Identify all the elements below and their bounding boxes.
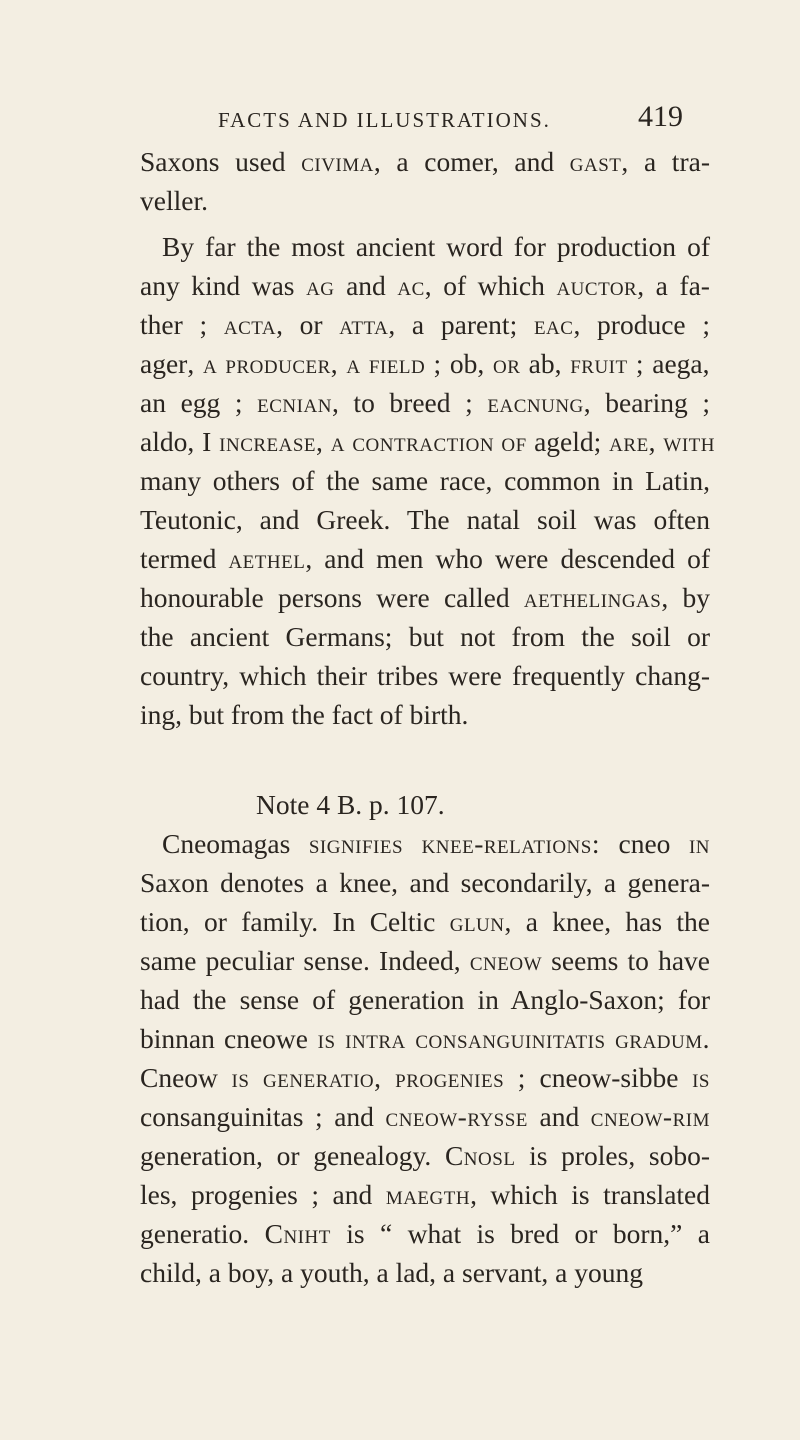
- small-caps-term: , I increase, a contraction of: [187, 426, 535, 457]
- text-run: , by: [661, 582, 710, 613]
- text-line: [140, 902, 710, 941]
- small-caps-term: ecnian: [257, 387, 332, 418]
- small-caps-term: aethel: [228, 543, 306, 574]
- text-run: is proles, sobo-: [515, 1140, 710, 1171]
- text-run: , to breed ;: [331, 387, 488, 418]
- text-run: Saxon denotes a knee, and secondarily, a genera-: [140, 867, 710, 898]
- text-run: Saxons used: [140, 146, 302, 177]
- text-run: generatio.: [140, 1218, 265, 1249]
- text-run: , a knee, has the: [504, 906, 710, 937]
- text-run: and: [527, 1101, 591, 1132]
- small-caps-term: ac: [397, 270, 425, 301]
- small-caps-term: signifies knee-relations:: [290, 828, 619, 859]
- text-line: [140, 980, 710, 1019]
- text-run: , of which: [424, 270, 557, 301]
- text-line: [140, 344, 710, 383]
- text-line: [140, 1097, 710, 1136]
- text-line: [140, 500, 710, 539]
- text-run: many others of the same race, common in Latin,: [140, 465, 710, 496]
- small-caps-term: , or: [477, 348, 529, 379]
- text-run: , a tra-: [621, 146, 710, 177]
- text-run: les, progenies ; and: [140, 1179, 386, 1210]
- text-run: Cneow: [140, 1062, 218, 1093]
- small-caps-term: civima: [301, 146, 374, 177]
- text-line: [140, 1175, 710, 1214]
- text-line: [140, 941, 710, 980]
- text-run: ab: [528, 348, 555, 379]
- small-caps-term: maegth: [385, 1179, 471, 1210]
- text-line: [140, 1136, 710, 1175]
- small-caps-term: cneow: [469, 945, 542, 976]
- text-run: aldo: [140, 426, 188, 457]
- text-run: tion, or family. In Celtic: [140, 906, 450, 937]
- text-run: Cneomagas: [162, 828, 291, 859]
- small-caps-term: aethelingas: [523, 582, 662, 613]
- small-caps-term: Cniht: [264, 1218, 331, 1249]
- small-caps-term: Cnosl: [444, 1140, 516, 1171]
- text-run: , bearing ;: [583, 387, 710, 418]
- text-run: , a comer, and: [373, 146, 570, 177]
- small-caps-term: acta: [223, 309, 277, 340]
- text-line: [140, 1214, 710, 1253]
- small-caps-term: ag: [306, 270, 335, 301]
- text-run: veller.: [140, 185, 208, 216]
- paragraph-production-words: [140, 227, 716, 734]
- text-run: , produce ;: [573, 309, 710, 340]
- paragraph-saxon-civima: [140, 142, 710, 220]
- text-line: [140, 656, 710, 695]
- text-line: [140, 422, 716, 461]
- text-run: Teutonic, and Greek. The natal soil was often: [140, 504, 710, 535]
- text-run: same peculiar sense. Indeed,: [140, 945, 470, 976]
- text-run: binnan cneowe: [140, 1023, 308, 1054]
- text-line: [140, 181, 710, 220]
- small-caps-term: cneow-rysse: [385, 1101, 528, 1132]
- text-line: [140, 863, 710, 902]
- text-run: is “ what is bred or born,” a: [330, 1218, 711, 1249]
- text-line: [140, 1019, 710, 1058]
- text-run: seems to have: [542, 945, 710, 976]
- text-run: cneo: [618, 828, 671, 859]
- text-run: , a fa-: [637, 270, 710, 301]
- text-run: termed: [140, 543, 229, 574]
- small-caps-term: cneow-rim: [590, 1101, 710, 1132]
- small-caps-term: auctor: [556, 270, 638, 301]
- text-run: , and men who were descended of: [305, 543, 710, 574]
- page-header: [0, 100, 800, 140]
- text-run: country, which their tribes were frequently chang-: [140, 660, 710, 691]
- text-run: generation, or genealogy.: [140, 1140, 445, 1171]
- text-run: , a parent;: [388, 309, 534, 340]
- text-run: cneow-sibbe: [539, 1062, 679, 1093]
- text-run: , or: [276, 309, 340, 340]
- small-caps-term: in: [670, 828, 710, 859]
- text-run: consanguinitas ; and: [140, 1101, 386, 1132]
- text-run: ager: [140, 348, 188, 379]
- text-line: [140, 578, 710, 617]
- text-run: ob: [449, 348, 478, 379]
- text-line: [140, 824, 710, 863]
- paragraph-cneomagas: [140, 824, 710, 1292]
- small-caps-term: atta: [339, 309, 389, 340]
- small-caps-term: is generatio, progenies ;: [217, 1062, 540, 1093]
- text-line: [140, 461, 710, 500]
- small-caps-term: eacnung: [487, 387, 584, 418]
- text-run: the ancient Germans; but not from the soil or: [140, 621, 710, 652]
- text-line: [140, 1253, 710, 1292]
- text-line: [140, 1058, 710, 1097]
- text-line: [140, 227, 710, 266]
- text-line: [140, 617, 710, 656]
- page-number: 419: [638, 100, 683, 133]
- text-run: had the sense of generation in Anglo-Saxon; for: [140, 984, 710, 1015]
- small-caps-term: , fruit ;: [554, 348, 653, 379]
- text-run: child, a boy, a youth, a lad, a servant, a young: [140, 1257, 644, 1288]
- small-caps-term: eac: [533, 309, 574, 340]
- small-caps-term: glun: [449, 906, 505, 937]
- text-line: [140, 142, 710, 181]
- small-caps-term: is: [678, 1062, 710, 1093]
- note-heading: Note 4 B. p. 107.: [256, 789, 445, 820]
- text-line: [140, 383, 710, 422]
- text-run: any kind was: [140, 270, 307, 301]
- text-run: an egg ;: [140, 387, 258, 418]
- text-run: and: [334, 270, 398, 301]
- small-caps-term: is intra consanguinitatis gradum.: [307, 1023, 710, 1054]
- small-caps-term: ; are, with: [593, 426, 716, 457]
- text-line: [140, 266, 710, 305]
- small-caps-term: , a producer, a field ;: [187, 348, 450, 379]
- text-run: ther ;: [140, 309, 224, 340]
- text-run: honourable persons were called: [140, 582, 524, 613]
- text-line: [140, 539, 710, 578]
- small-caps-term: gast: [569, 146, 622, 177]
- text-run: By far the most ancient word for production of: [162, 231, 710, 262]
- text-run: aega: [652, 348, 703, 379]
- text-line: [140, 305, 710, 344]
- text-run: ing, but from the fact of birth.: [140, 699, 469, 730]
- running-head: FACTS AND ILLUSTRATIONS.: [218, 108, 551, 132]
- small-caps-term: ,: [702, 348, 710, 379]
- text-run: , which is translated: [470, 1179, 711, 1210]
- text-run: ageld: [534, 426, 594, 457]
- text-line: [140, 695, 710, 734]
